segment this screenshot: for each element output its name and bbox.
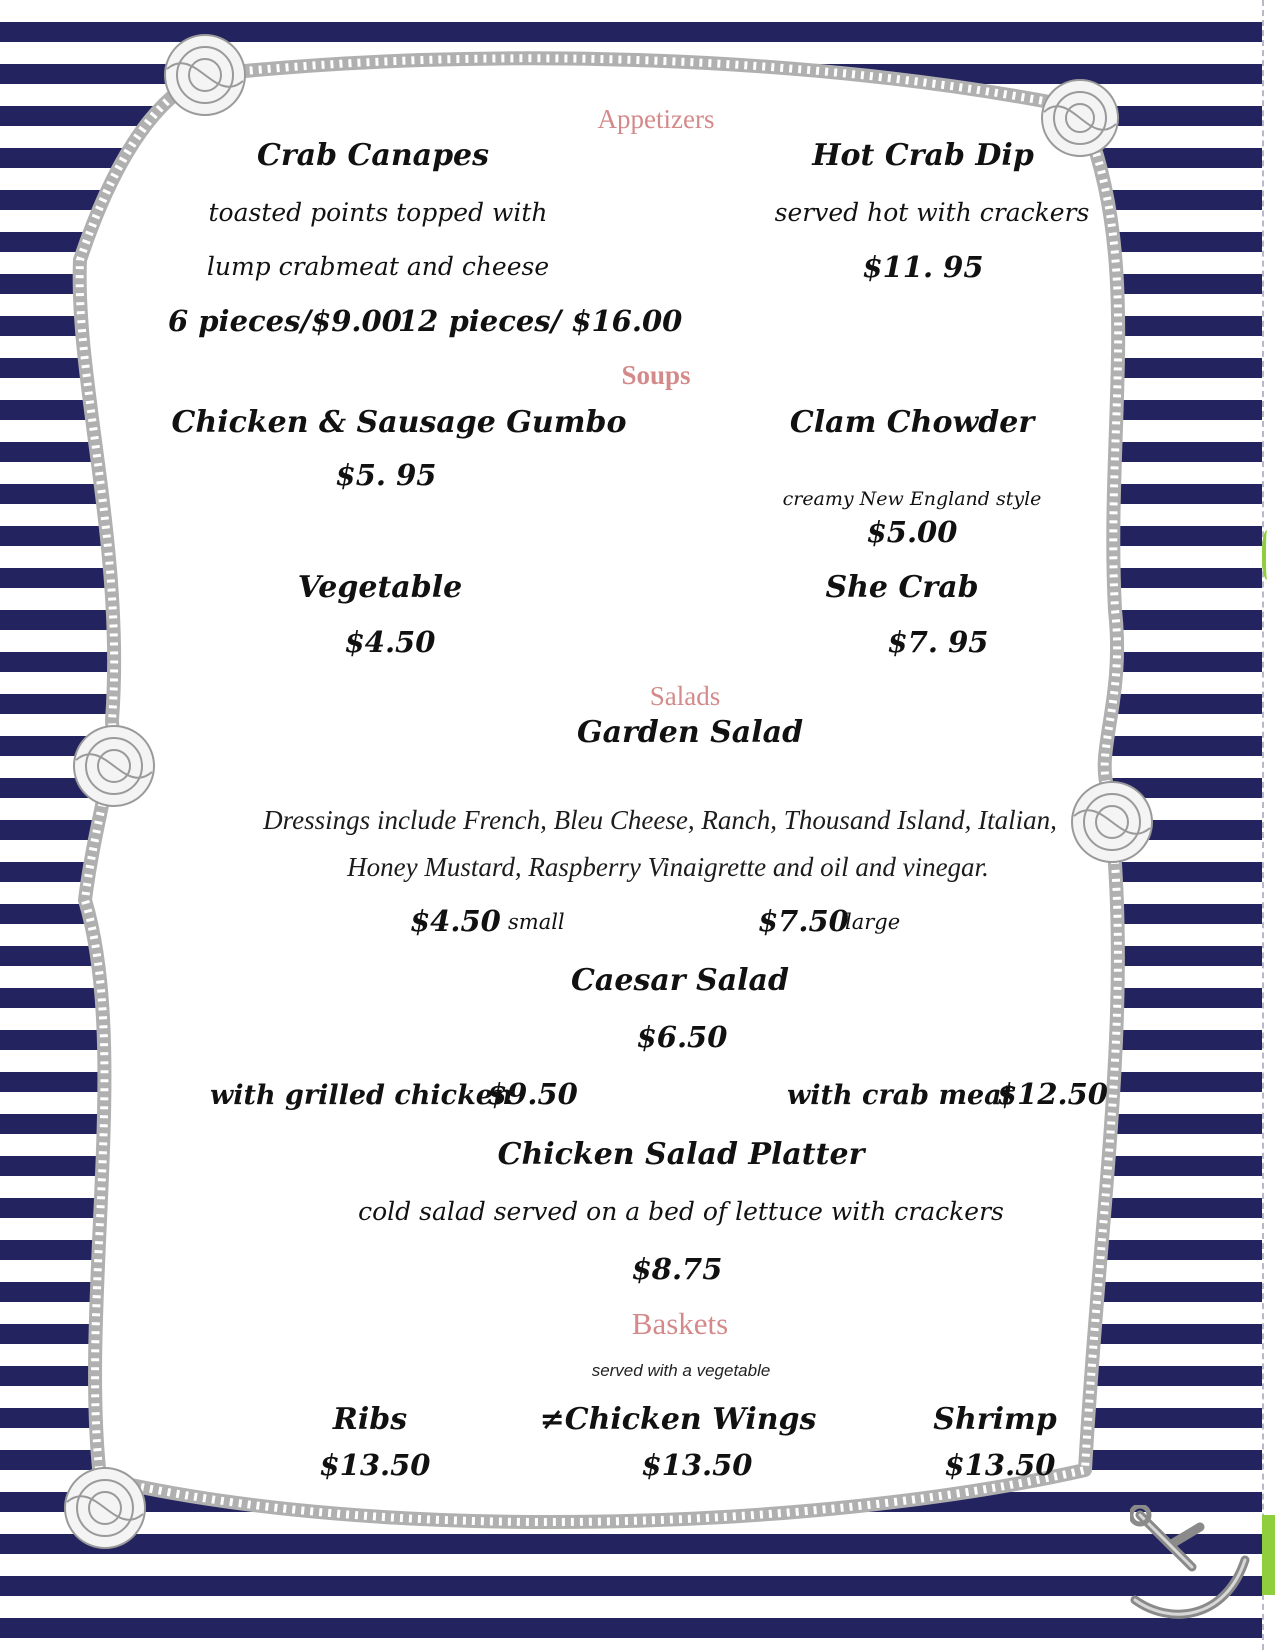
chicken-salad-platter-name: Chicken Salad Platter — [497, 1137, 865, 1172]
chicken-salad-platter-desc: cold salad served on a bed of lettuce with crackers — [358, 1197, 1004, 1226]
shrimp-name: Shrimp — [933, 1402, 1057, 1437]
garden-salad-dressings-line1: Dressings include French, Bleu Cheese, Ranch, Thousand Island, Italian, — [263, 805, 1057, 835]
gumbo-name: Chicken & Sausage Gumbo — [171, 405, 627, 440]
hot-crab-dip-price: $11. 95 — [862, 250, 984, 284]
chicken-wings-name: ≠Chicken Wings — [539, 1402, 817, 1437]
caesar-chicken-price: $9.50 — [487, 1077, 578, 1111]
garden-salad-large-price: $7.50 — [758, 904, 849, 938]
caesar-salad-price: $6.50 — [636, 1020, 728, 1054]
hot-crab-dip-desc: served hot with crackers — [774, 198, 1090, 227]
crab-canapes-price-6: 6 pieces/$9.00 — [168, 304, 402, 338]
caesar-chicken-label: with grilled chicken — [210, 1080, 513, 1111]
green-edge-accent — [1262, 1515, 1275, 1595]
shrimp-price: $13.50 — [944, 1448, 1056, 1482]
crab-canapes-desc-line2: lump crabmeat and cheese — [206, 252, 550, 281]
she-crab-name: She Crab — [825, 570, 979, 605]
salads-heading: Salads — [649, 681, 721, 711]
rope-knot-icon — [65, 1468, 145, 1548]
anchor-icon — [1130, 1505, 1260, 1630]
clam-chowder-price: $5.00 — [866, 515, 958, 549]
caesar-crab-label: with crab meat — [787, 1080, 1015, 1111]
crab-canapes-desc-line1: toasted points topped with — [208, 198, 548, 227]
appetizers-heading: Appetizers — [597, 104, 715, 134]
clam-chowder-name: Clam Chowder — [789, 405, 1035, 440]
rope-knot-icon — [165, 35, 245, 115]
gumbo-price: $5. 95 — [335, 458, 437, 492]
caesar-crab-price: $12.50 — [997, 1077, 1108, 1111]
garden-salad-small-label: small — [508, 910, 565, 934]
caesar-salad-name: Caesar Salad — [571, 963, 789, 998]
chicken-wings-price: $13.50 — [641, 1448, 753, 1482]
rope-knot-icon — [1072, 782, 1152, 862]
soups-heading: Soups — [621, 360, 691, 390]
clam-chowder-desc: creamy New England style — [782, 488, 1042, 510]
garden-salad-name: Garden Salad — [576, 715, 804, 750]
garden-salad-large-label: large — [845, 910, 901, 934]
garden-salad-dressings-line2: Honey Mustard, Raspberry Vinaigrette and oil and vinegar. — [347, 852, 989, 882]
rope-knot-icon — [74, 726, 154, 806]
green-leaf-accent — [1262, 530, 1275, 580]
crab-canapes-name: Crab Canapes — [256, 138, 490, 173]
chicken-salad-platter-price: $8.75 — [631, 1252, 723, 1286]
baskets-subtitle: served with a vegetable — [591, 1361, 771, 1380]
ribs-price: $13.50 — [319, 1448, 431, 1482]
rope-knot-icon — [1042, 80, 1118, 156]
hot-crab-dip-name: Hot Crab Dip — [812, 138, 1034, 173]
she-crab-price: $7. 95 — [887, 625, 989, 659]
crab-canapes-price-12: 12 pieces/ $16.00 — [398, 304, 683, 338]
vegetable-soup-name: Vegetable — [297, 570, 463, 605]
baskets-heading: Baskets — [631, 1306, 729, 1341]
ribs-name: Ribs — [332, 1402, 408, 1437]
garden-salad-small-price: $4.50 — [410, 904, 501, 938]
vegetable-soup-price: $4.50 — [344, 625, 436, 659]
page-edge — [1262, 0, 1275, 1650]
